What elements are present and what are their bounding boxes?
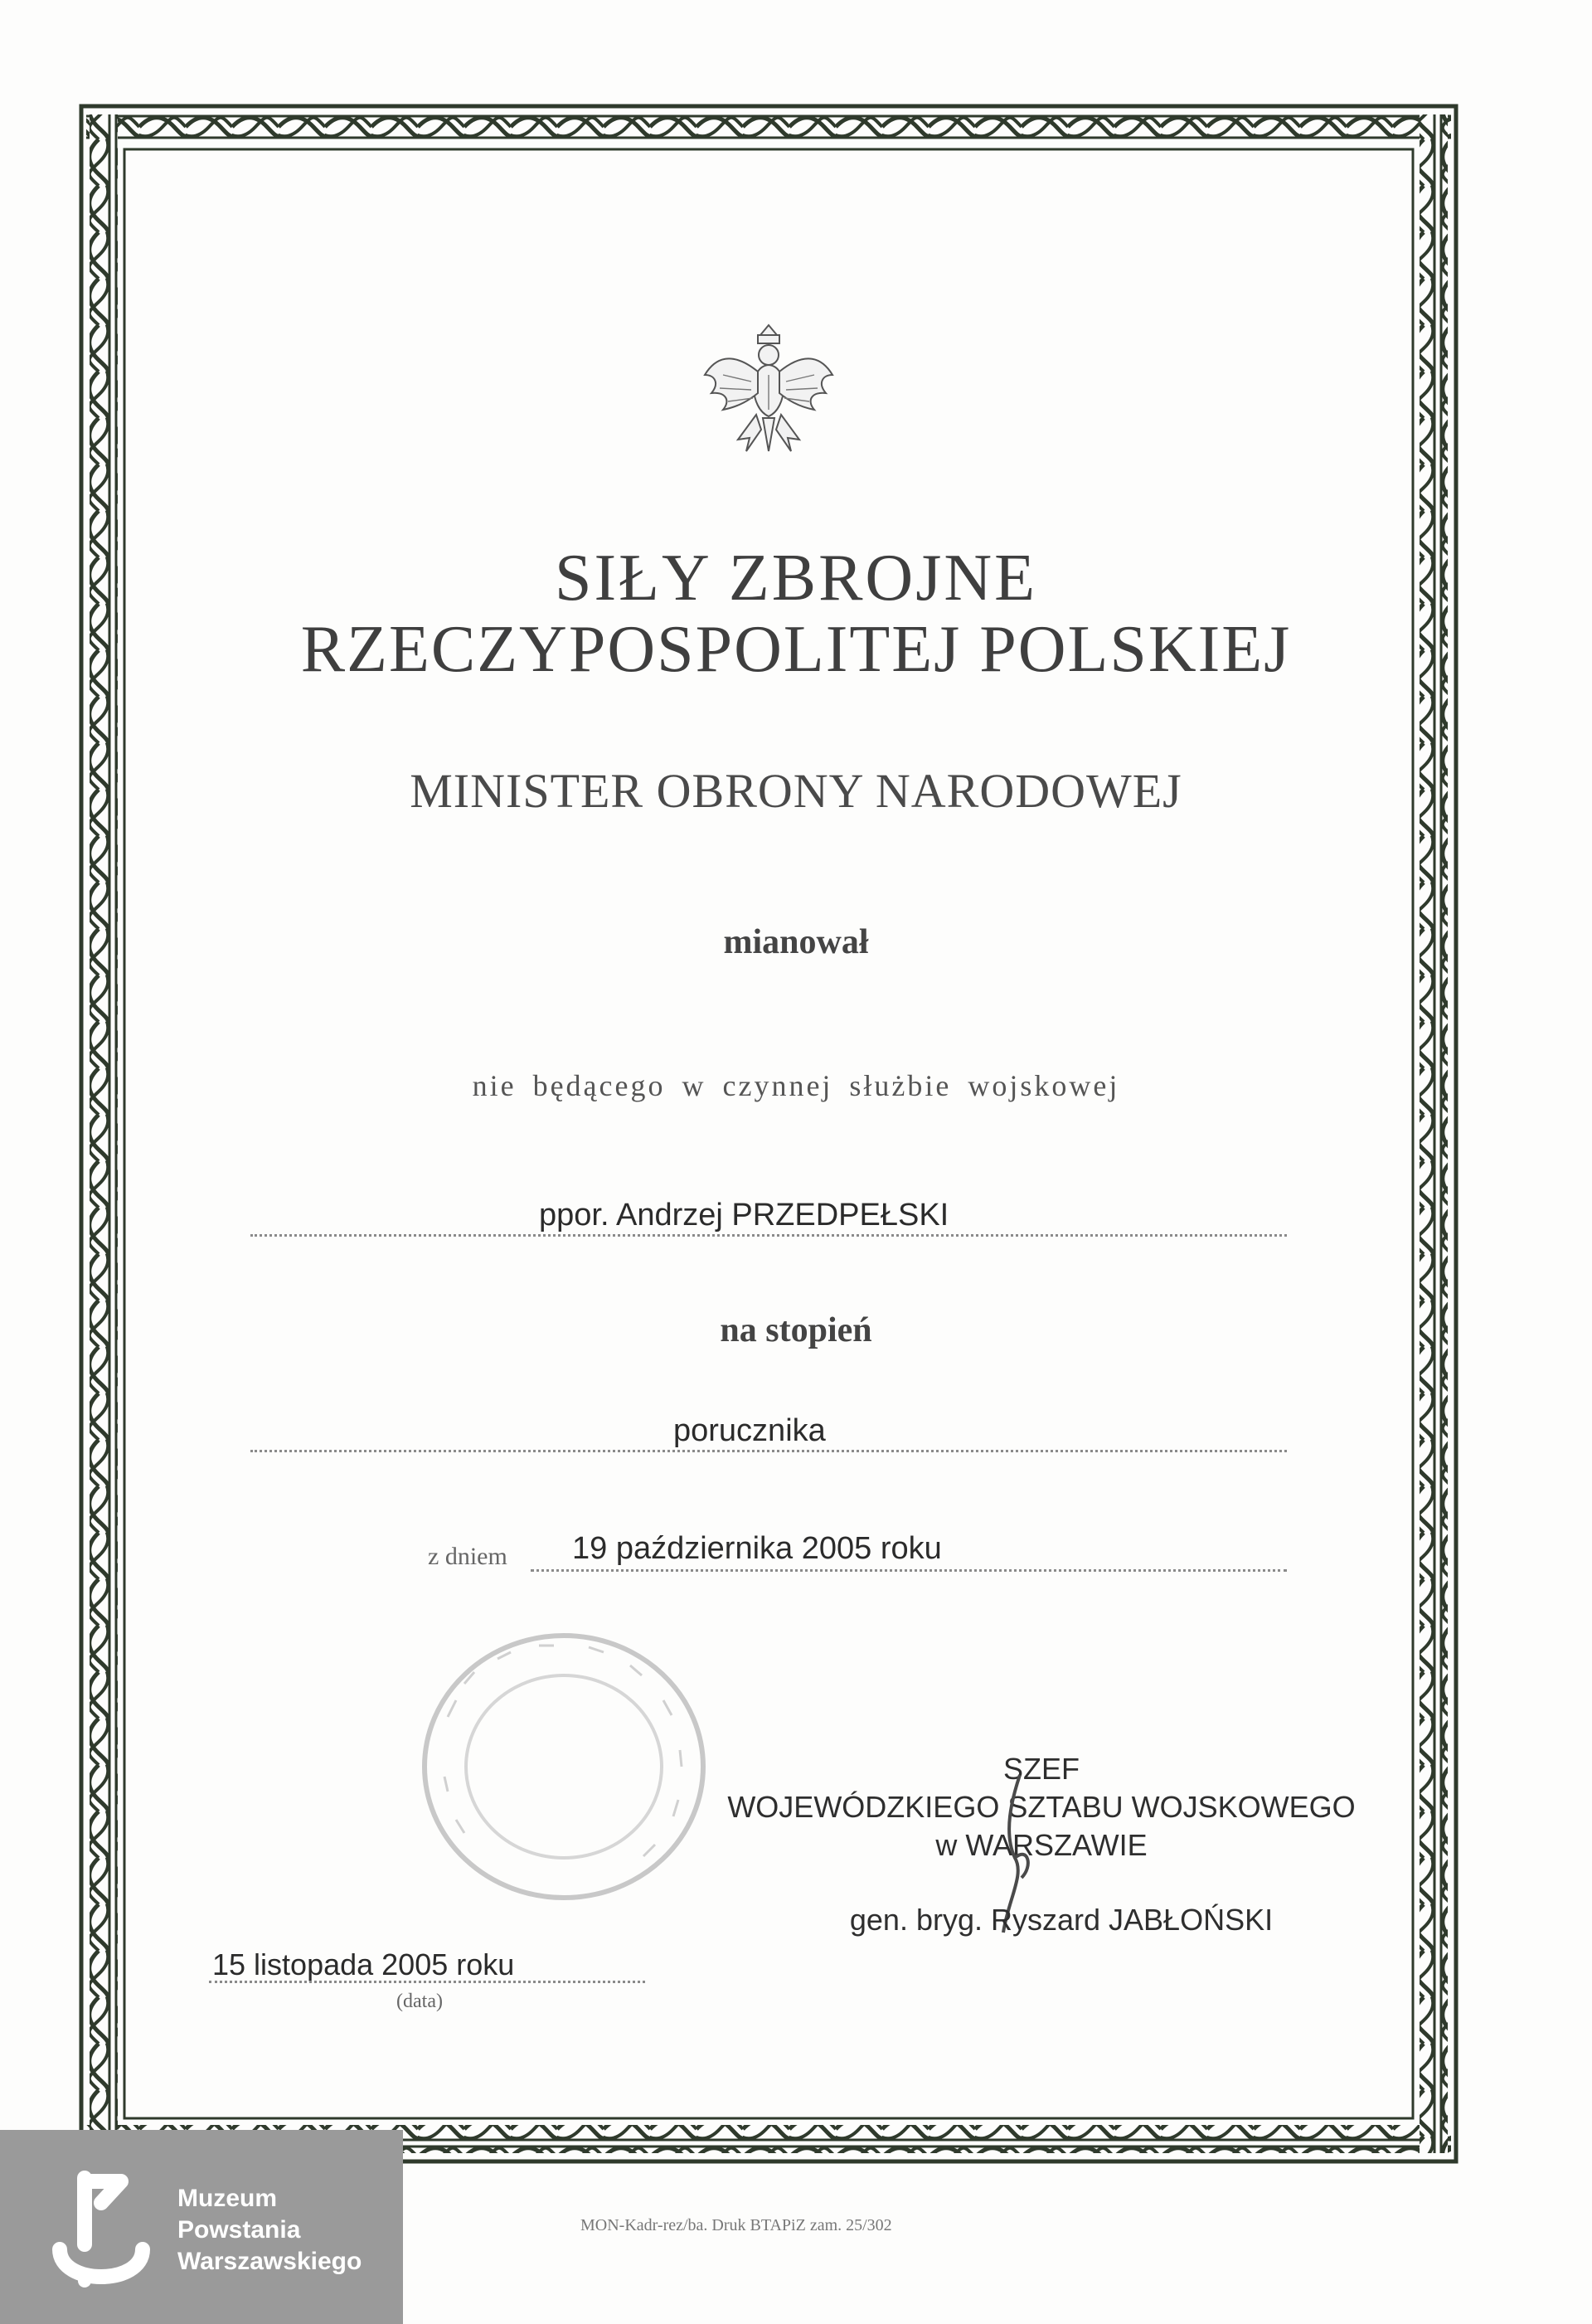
signatory-title-3: w WARSZAWIE bbox=[935, 1828, 1148, 1862]
official-round-stamp-icon bbox=[415, 1626, 713, 1908]
status-phrase: nie będącego w czynnej służbie wojskowej bbox=[472, 1069, 1120, 1102]
print-note: MON-Kadr-rez/ba. Druk BTAPiZ zam. 25/302 bbox=[580, 2216, 892, 2234]
action-word: mianował bbox=[723, 923, 869, 961]
person-name: ppor. Andrzej PRZEDPEŁSKI bbox=[539, 1198, 949, 1232]
rank-intro: na stopień bbox=[720, 1311, 872, 1349]
issue-date-dotted-line bbox=[209, 1981, 645, 1983]
rank-dotted-line bbox=[250, 1450, 1287, 1452]
date-label: z dniem bbox=[428, 1543, 507, 1570]
effective-date: 19 października 2005 roku bbox=[572, 1531, 942, 1566]
issue-date-caption: (data) bbox=[396, 1991, 443, 2012]
museum-watermark bbox=[0, 2130, 403, 2324]
signatory-name: gen. bryg. Ryszard JABŁOŃSKI bbox=[849, 1903, 1274, 1937]
heading-line-1: SIŁY ZBROJNE bbox=[555, 542, 1037, 615]
authority-title: MINISTER OBRONY NARODOWEJ bbox=[410, 764, 1182, 818]
rank-value: porucznika bbox=[673, 1413, 826, 1448]
signatory-title-1: SZEF bbox=[1002, 1752, 1080, 1786]
watermark-line-2: Powstania bbox=[177, 2216, 301, 2244]
watermark-line-3: Warszawskiego bbox=[177, 2248, 362, 2275]
kotwica-anchor-icon bbox=[51, 2170, 156, 2291]
effective-date-dotted-line bbox=[531, 1569, 1287, 1572]
white-eagle-emblem-icon bbox=[698, 317, 839, 463]
signatory-title-2: WOJEWÓDZKIEGO SZTABU WOJSKOWEGO bbox=[727, 1790, 1356, 1824]
heading-line-2: RZECZYPOSPOLITEJ POLSKIEJ bbox=[300, 613, 1292, 686]
issue-date: 15 listopada 2005 roku bbox=[212, 1947, 515, 1981]
person-dotted-line bbox=[250, 1234, 1287, 1237]
watermark-line-1: Muzeum bbox=[177, 2185, 277, 2212]
